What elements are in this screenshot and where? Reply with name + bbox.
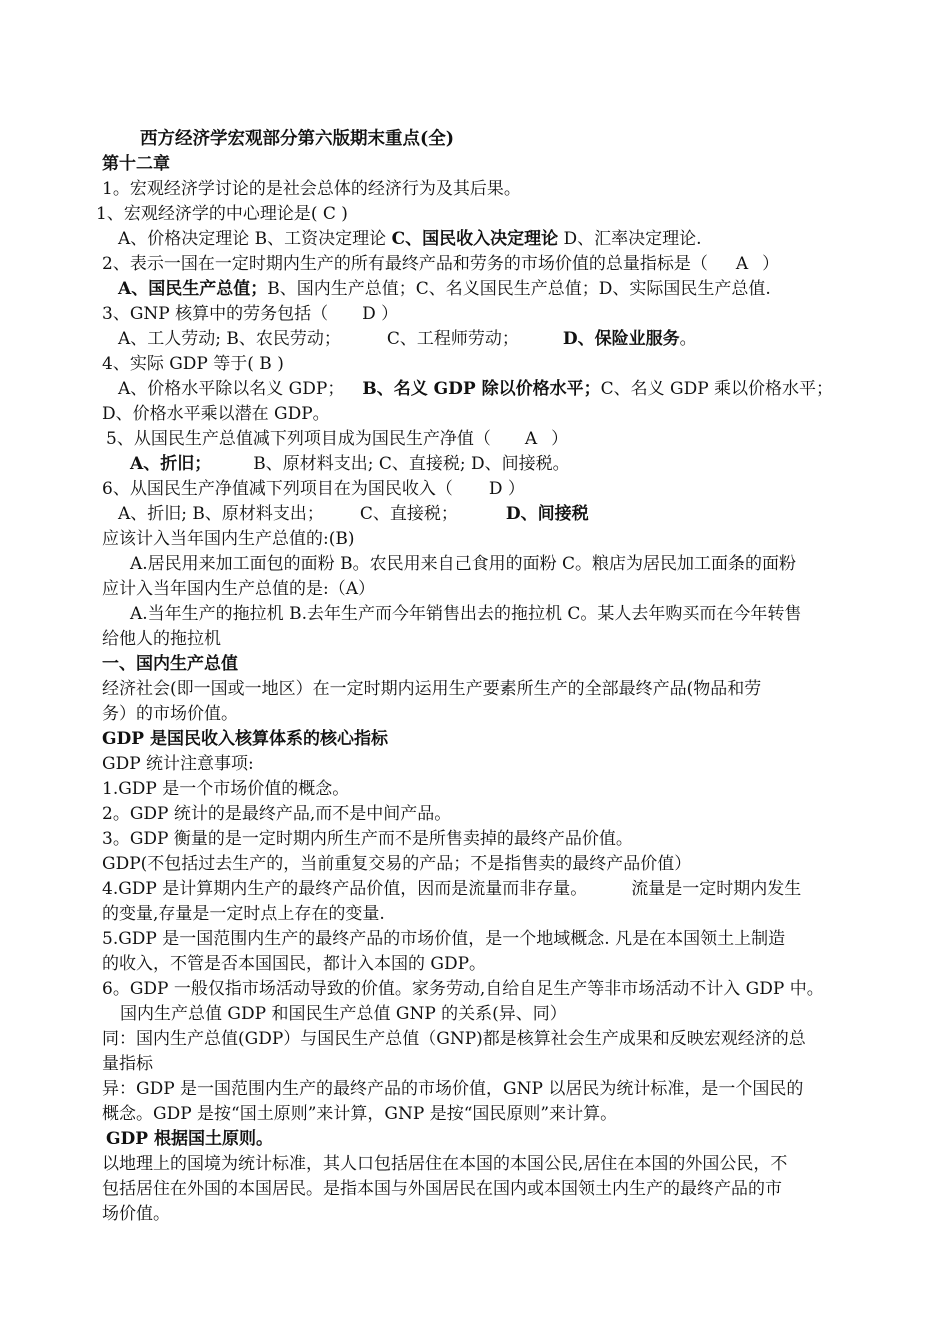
options-5: A、折旧； B、原材料支出; C、直接税; D、间接税。	[130, 454, 570, 474]
text-line: 5.GDP 是一国范围内生产的最终产品的市场价值，是一个地域概念. 凡是在本国领土上制造	[102, 929, 786, 949]
text-line: 包括居住在外国的本国居民。是指本国与外国居民在国内或本国领土内生产的最终产品的市	[102, 1179, 782, 1199]
text-line: 4.GDP 是计算期内生产的最终产品价值，因而是流量而非存量。 流量是一定时期内发生	[102, 879, 802, 899]
text-line: 场价值。	[102, 1204, 170, 1224]
text-line: 概念。GDP 是按“国土原则”来计算，GNP 是按“国民原则”来计算。	[102, 1104, 618, 1124]
text-line: 量指标	[102, 1054, 153, 1074]
options-4: A、价格水平除以名义 GDP； B、名义 GDP 除以价格水平；C、名义 GDP 乘以价格水平；	[118, 379, 834, 399]
text-line: 经济社会(即一国或一地区）在一定时期内运用生产要素所生产的全部最终产品(物品和劳	[102, 679, 762, 699]
answer-option: B、名义 GDP 除以价格水平；	[362, 379, 601, 399]
text-line: 1.GDP 是一个市场价值的概念。	[102, 779, 350, 799]
answer-option: D、间接税	[505, 504, 589, 524]
text-line: 6。GDP 一般仅指市场活动导致的价值。家务劳动,自给自足生产等非市场活动不计入 GDP 中。	[102, 979, 824, 999]
text-line: 国内生产总值 GDP 和国民生产总值 GNP 的关系(异、同）	[120, 1004, 567, 1024]
document-title: 西方经济学宏观部分第六版期末重点(全)	[140, 129, 455, 149]
chapter-heading: 第十二章	[102, 154, 170, 174]
section-heading: GDP 是国民收入核算体系的核心指标	[102, 729, 388, 749]
text-line: 应该计入当年国内生产总值的:(B)	[102, 529, 355, 549]
options-3: A、工人劳动; B、农民劳动； C、工程师劳动； D、保险业服务。	[118, 329, 697, 349]
text-line: GDP 统计注意事项:	[102, 754, 254, 774]
question-2: 2、表示一国在一定时期内生产的所有最终产品和劳务的市场价值的总量指标是（ A ）	[102, 254, 780, 274]
question-1: 1、宏观经济学的中心理论是( C )	[96, 204, 348, 224]
text-line: 2。GDP 统计的是最终产品,而不是中间产品。	[102, 804, 452, 824]
options-6: A、折旧; B、原材料支出； C、直接税； D、间接税	[118, 504, 589, 524]
text-line: 以地理上的国境为统计标准，其人口包括居住在本国的本国公民,居住在本国的外国公民，不	[102, 1154, 788, 1174]
question-6: 6、从国民生产净值减下列项目在为国民收入（ D ）	[102, 479, 525, 499]
text-line: GDP(不包括过去生产的，当前重复交易的产品；不是指售卖的最终产品价值）	[102, 854, 692, 874]
section-heading: 一、国内生产总值	[102, 654, 238, 674]
question-5: 5、从国民生产总值减下列项目成为国民生产净值（ A ）	[106, 429, 569, 449]
answer-option: A、折旧；	[130, 454, 212, 474]
text-line: 异：GDP 是一国范围内生产的最终产品的市场价值，GNP 以居民为统计标准，是一个国民的	[102, 1079, 804, 1099]
answer-option: C、国民收入决定理论	[391, 229, 559, 249]
text-line: 应计入当年国内生产总值的是:（A）	[102, 579, 376, 599]
options-1: A、价格决定理论 B、工资决定理论 C、国民收入决定理论 D、汇率决定理论.	[118, 229, 702, 249]
answer-option: A、国民生产总值；	[118, 279, 268, 299]
options-4-cont: D、价格水平乘以潜在 GDP。	[102, 404, 330, 424]
text-line: 的变量,存量是一定时点上存在的变量.	[102, 904, 385, 924]
text-line: 同：国内生产总值(GDP）与国民生产总值（GNP)都是核算社会生产成果和反映宏观经济的总	[102, 1029, 806, 1049]
text-line: A.居民用来加工面包的面粉 B。农民用来自己食用的面粉 C。粮店为居民加工面条的面粉	[130, 554, 796, 574]
text-line: 务）的市场价值。	[102, 704, 238, 724]
question-4: 4、实际 GDP 等于( B )	[102, 354, 284, 374]
text-line: 的收入，不管是否本国国民，都计入本国的 GDP。	[102, 954, 487, 974]
section-heading: GDP 根据国土原则。	[106, 1129, 273, 1149]
options-2: A、国民生产总值；B、国内生产总值；C、名义国民生产总值；D、实际国民生产总值.	[118, 279, 771, 299]
question-3: 3、GNP 核算中的劳务包括（ D ）	[102, 304, 399, 324]
text-line: 给他人的拖拉机	[102, 629, 221, 649]
answer-option: D、保险业服务	[562, 329, 680, 349]
text-line: 1。宏观经济学讨论的是社会总体的经济行为及其后果。	[102, 179, 521, 199]
text-line: 3。GDP 衡量的是一定时期内所生产而不是所售卖掉的最终产品价值。	[102, 829, 633, 849]
text-line: A.当年生产的拖拉机 B.去年生产而今年销售出去的拖拉机 C。某人去年购买而在今年转售	[130, 604, 802, 624]
